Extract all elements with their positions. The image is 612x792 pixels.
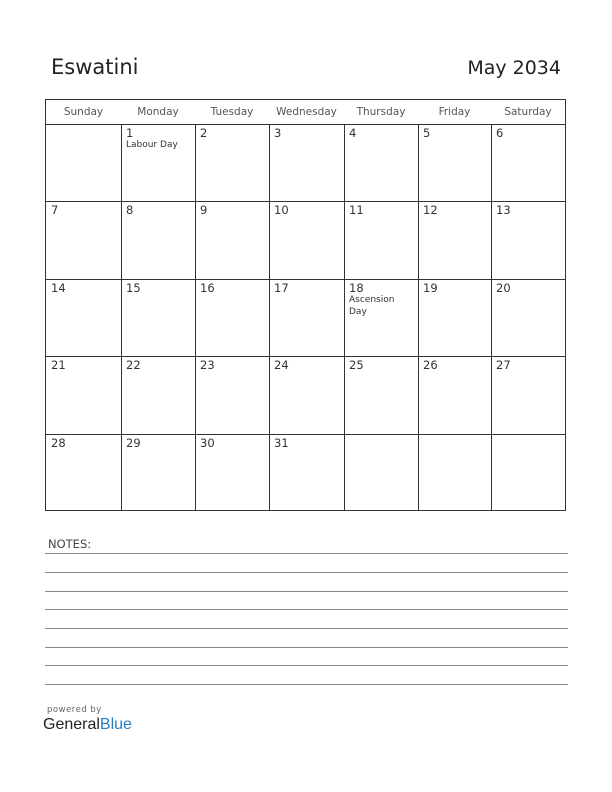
day-cell	[46, 434, 121, 511]
country-title: Eswatini	[51, 55, 139, 79]
day-number: 13	[496, 203, 511, 217]
day-cell	[195, 434, 269, 511]
day-cell	[491, 201, 565, 279]
day-number: 27	[496, 358, 511, 372]
day-cell	[418, 201, 491, 279]
day-number: 4	[349, 126, 357, 140]
holiday-label: Ascension Day	[349, 295, 395, 317]
day-number: 6	[496, 126, 504, 140]
day-number: 20	[496, 281, 511, 295]
day-number: 22	[126, 358, 141, 372]
day-cell	[491, 434, 565, 511]
brand-general: General	[43, 716, 100, 733]
weekday-saturday: Saturday	[504, 106, 552, 118]
note-line	[45, 665, 568, 666]
day-cell	[195, 201, 269, 279]
month-year-title: May 2034	[467, 57, 561, 79]
day-number: 26	[423, 358, 438, 372]
day-number: 16	[200, 281, 215, 295]
calendar-grid	[45, 99, 566, 511]
day-cell	[344, 201, 418, 279]
day-cell	[418, 434, 491, 511]
day-number: 1	[126, 126, 134, 140]
note-line	[45, 591, 568, 592]
day-number: 28	[51, 436, 66, 450]
notes-label: NOTES:	[48, 537, 92, 551]
day-cell	[195, 124, 269, 201]
day-number: 29	[126, 436, 141, 450]
weekday-sunday: Sunday	[63, 106, 104, 118]
day-cell	[195, 279, 269, 356]
weekday-thursday: Thursday	[356, 106, 406, 118]
day-cell	[344, 279, 418, 356]
day-number: 11	[349, 203, 364, 217]
day-cell	[491, 279, 565, 356]
day-cell	[344, 434, 418, 511]
note-line	[45, 684, 568, 685]
weekday-wednesday: Wednesday	[276, 106, 337, 118]
day-cell	[46, 201, 121, 279]
day-cell	[269, 124, 344, 201]
day-cell	[269, 356, 344, 434]
day-number: 3	[274, 126, 282, 140]
brand-logo	[43, 716, 132, 734]
weekday-header-row	[46, 100, 565, 125]
day-number: 10	[274, 203, 289, 217]
day-cell	[344, 124, 418, 201]
day-cell	[121, 434, 195, 511]
day-cell	[418, 356, 491, 434]
day-cell	[269, 434, 344, 511]
weekday-monday: Monday	[137, 106, 179, 118]
day-number: 5	[423, 126, 431, 140]
day-number: 17	[274, 281, 289, 295]
holiday-label: Labour Day	[126, 140, 178, 150]
day-number: 24	[274, 358, 289, 372]
day-cell	[46, 356, 121, 434]
day-number: 18	[349, 281, 364, 295]
day-number: 21	[51, 358, 66, 372]
day-cell	[121, 356, 195, 434]
brand-blue: Blue	[99, 716, 132, 733]
day-cell	[269, 279, 344, 356]
day-cell	[418, 279, 491, 356]
day-cell	[46, 124, 121, 201]
day-cell	[121, 124, 195, 201]
day-number: 30	[200, 436, 215, 450]
day-number: 7	[51, 203, 59, 217]
weekday-tuesday: Tuesday	[210, 106, 254, 118]
day-cell	[269, 201, 344, 279]
day-number: 8	[126, 203, 134, 217]
note-line	[45, 609, 568, 610]
day-number: 25	[349, 358, 364, 372]
day-cell	[418, 124, 491, 201]
day-cell	[121, 279, 195, 356]
note-line	[45, 628, 568, 629]
day-number: 15	[126, 281, 141, 295]
day-number: 9	[200, 203, 208, 217]
day-cell	[491, 356, 565, 434]
day-number: 2	[200, 126, 208, 140]
day-number: 12	[423, 203, 438, 217]
day-number: 19	[423, 281, 438, 295]
note-line	[45, 647, 568, 648]
day-number: 14	[51, 281, 66, 295]
note-line	[45, 572, 568, 573]
day-number: 23	[200, 358, 215, 372]
day-cell	[46, 279, 121, 356]
note-line	[45, 553, 568, 554]
day-number: 31	[274, 436, 289, 450]
weekday-friday: Friday	[438, 106, 471, 118]
day-cell	[344, 356, 418, 434]
day-cell	[195, 356, 269, 434]
powered-by-text: powered by	[47, 705, 102, 715]
day-cell	[491, 124, 565, 201]
day-cell	[121, 201, 195, 279]
